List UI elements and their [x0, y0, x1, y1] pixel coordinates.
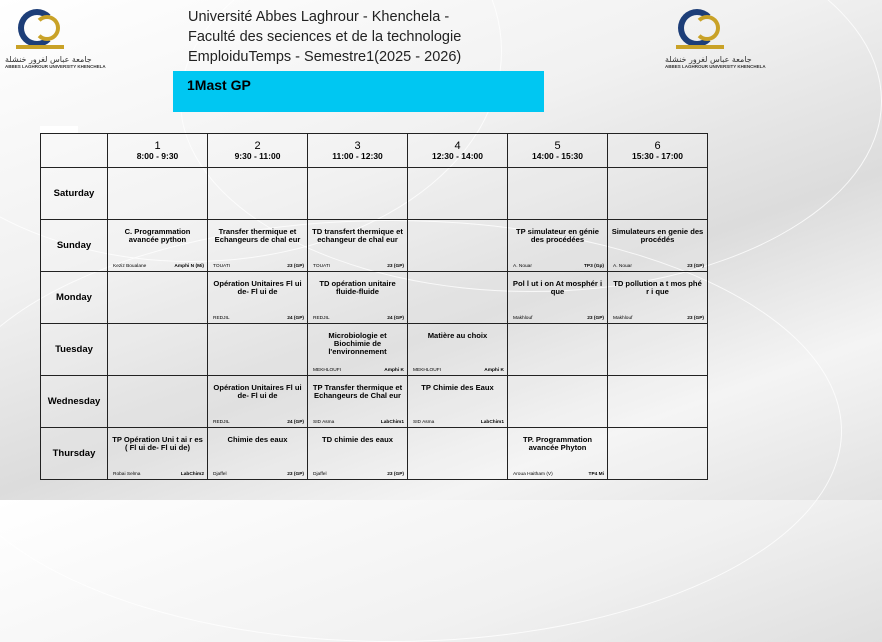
empty-slot-cell — [408, 220, 508, 272]
session-teacher: MEKHLOUFI — [313, 368, 341, 373]
period-header — [508, 134, 608, 168]
session-title: Matière au choix — [427, 331, 488, 340]
period-number: 2 — [254, 139, 261, 152]
session-cell — [508, 220, 608, 272]
logo-emblem — [672, 5, 728, 53]
session-teacher: A. Nouar — [613, 264, 632, 269]
session-teacher: Djaffel — [313, 472, 327, 477]
university-name: Université Abbes Laghrour - Khenchela - — [188, 9, 450, 25]
session-title: TP. Programmation avancée Phyton — [522, 435, 593, 452]
day-label: Sunday — [41, 220, 108, 272]
empty-slot-cell — [408, 428, 508, 480]
session-cell — [308, 428, 408, 480]
session-room: 24 (GP) — [287, 420, 304, 425]
logo-emblem — [12, 5, 68, 53]
session-cell — [308, 272, 408, 324]
period-time: 14:00 - 15:30 — [531, 150, 584, 161]
period-header — [108, 134, 208, 168]
session-title: TP simulateur en génie des procédées — [516, 227, 599, 244]
session-room: 24 (GP) — [287, 316, 304, 321]
session-cell — [208, 428, 308, 480]
timetable-header-row — [41, 134, 708, 168]
session-room: Amphi N (Mi) — [174, 264, 204, 269]
period-time: 12:30 - 14:00 — [431, 150, 484, 161]
session-teacher: TOUATI — [313, 264, 331, 269]
logo-arabic-text: جامعة عباس لغرور خنشلة — [665, 55, 752, 64]
session-cell — [308, 324, 408, 376]
empty-slot-cell — [608, 168, 708, 220]
faculty-name: Faculté des seciences et de la technologie — [188, 29, 462, 45]
session-title: TP Transfer thermique et Echangeurs de Chal eur — [312, 383, 403, 400]
logo-english-text: ABBES LAGHROUR UNIVERSITY KHENCHELA — [5, 64, 106, 69]
session-cell — [208, 376, 308, 428]
session-cell — [508, 272, 608, 324]
session-cell — [308, 376, 408, 428]
session-teacher: Makhlouf — [613, 316, 633, 321]
period-header — [608, 134, 708, 168]
session-title: Opération Unitaires Fl ui de- Fl ui de — [213, 383, 302, 400]
corner-cell — [41, 134, 108, 168]
session-room: 23 (GP) — [387, 472, 404, 477]
session-teacher: Keziz Boualane — [113, 264, 147, 269]
logo-arabic-text: جامعة عباس لغرور خنشلة — [5, 55, 92, 64]
session-teacher: MEKHLOUFI — [413, 368, 441, 373]
session-teacher: REDJIL — [313, 316, 330, 321]
period-number: 6 — [654, 139, 661, 152]
empty-slot-cell — [508, 376, 608, 428]
session-title: TD opération unitaire fluide-fluide — [319, 279, 396, 296]
session-room: TP3 (Gp) — [584, 264, 604, 269]
period-time: 15:30 - 17:00 — [631, 150, 684, 161]
period-time: 9:30 - 11:00 — [234, 150, 281, 161]
session-cell — [508, 428, 608, 480]
logo-english-text: ABBES LAGHROUR UNIVERSITY KHENCHELA — [665, 64, 766, 69]
empty-slot-cell — [608, 428, 708, 480]
session-cell — [608, 272, 708, 324]
timetable-row-monday — [41, 272, 708, 324]
session-teacher: Makhlouf — [513, 316, 533, 321]
university-logo-right — [665, 5, 766, 90]
session-room: LabChim1 — [480, 420, 504, 425]
session-teacher: Robai Selma — [113, 472, 141, 477]
day-label: Tuesday — [41, 324, 108, 376]
empty-slot-cell — [108, 272, 208, 324]
day-label: Wednesday — [41, 376, 108, 428]
session-cell — [108, 220, 208, 272]
session-teacher: REDJIL — [213, 316, 230, 321]
empty-slot-cell — [108, 324, 208, 376]
session-title: Chimie des eaux — [227, 435, 288, 444]
session-room: 23 (GP) — [287, 264, 304, 269]
session-cell — [108, 428, 208, 480]
session-room: 23 (GP) — [587, 316, 604, 321]
day-label: Monday — [41, 272, 108, 324]
day-label: Thursday — [41, 428, 108, 480]
session-title: Pol l ut i on At mosphér i que — [512, 279, 603, 296]
session-room: 24 (GP) — [387, 316, 404, 321]
session-room: 23 (GP) — [687, 264, 704, 269]
timetable-row-wednesday — [41, 376, 708, 428]
period-number: 4 — [454, 139, 461, 152]
session-title: Simulateurs en genie des procédés — [611, 227, 704, 244]
session-title: TD transfert thermique et echangeur de chal eur — [312, 227, 403, 244]
period-number: 1 — [154, 139, 161, 152]
timetable-row-saturday — [41, 168, 708, 220]
timetable-row-thursday — [41, 428, 708, 480]
session-title: TP Opération Uni t ai r es ( Fl ui de- Fl ui de) — [112, 435, 203, 452]
session-title: Microbiologie et Biochimie de l'environnement — [328, 331, 387, 356]
period-header — [208, 134, 308, 168]
empty-slot-cell — [608, 324, 708, 376]
session-room: LabChim1 — [380, 420, 404, 425]
session-teacher: Aroua Haitham (V) — [513, 472, 553, 477]
session-teacher: A. Nouar — [513, 264, 532, 269]
session-room: 23 (GP) — [287, 472, 304, 477]
session-room: LabChim2 — [180, 472, 204, 477]
session-room: Amphi K — [484, 368, 504, 373]
session-title: C. Programmation avancée python — [124, 227, 191, 244]
session-cell — [408, 376, 508, 428]
session-cell — [408, 324, 508, 376]
period-header — [308, 134, 408, 168]
session-teacher: SID Asma — [413, 420, 435, 425]
session-cell — [208, 220, 308, 272]
session-teacher: Djaffel — [213, 472, 227, 477]
schedule-title: EmploiduTemps - Semestre1(2025 - 2026) — [188, 49, 462, 65]
session-title: TD chimie des eaux — [322, 435, 393, 444]
session-room: TP4 Mi — [588, 472, 604, 477]
session-teacher: TOUATI — [213, 264, 231, 269]
period-header — [408, 134, 508, 168]
empty-slot-cell — [408, 168, 508, 220]
session-room: Amphi K — [384, 368, 404, 373]
period-number: 5 — [554, 139, 561, 152]
timetable — [40, 133, 708, 480]
empty-slot-cell — [608, 376, 708, 428]
period-time: 8:00 - 9:30 — [136, 150, 179, 161]
university-logo-left — [5, 5, 106, 90]
class-banner — [173, 71, 544, 112]
timetable-row-sunday — [41, 220, 708, 272]
empty-slot-cell — [108, 168, 208, 220]
empty-slot-cell — [208, 324, 308, 376]
timetable-row-tuesday — [41, 324, 708, 376]
period-number: 3 — [354, 139, 361, 152]
session-title: Transfer thermique et Echangeurs de chal eur — [214, 227, 301, 244]
session-room: 23 (GP) — [687, 316, 704, 321]
session-title: TD pollution a t mos phé r i que — [613, 279, 702, 296]
session-title: Opération Unitaires Fl ui de- Fl ui de — [213, 279, 302, 296]
session-cell — [608, 220, 708, 272]
empty-slot-cell — [408, 272, 508, 324]
document-header — [188, 7, 461, 67]
session-cell — [208, 272, 308, 324]
empty-slot-cell — [508, 324, 608, 376]
session-cell — [308, 220, 408, 272]
empty-slot-cell — [208, 168, 308, 220]
empty-slot-cell — [308, 168, 408, 220]
day-label: Saturday — [41, 168, 108, 220]
session-teacher: REDJIL — [213, 420, 230, 425]
session-title: TP Chimie des Eaux — [421, 383, 494, 392]
class-title: 1Mast GP — [187, 77, 251, 93]
empty-slot-cell — [108, 376, 208, 428]
period-time: 11:00 - 12:30 — [332, 150, 383, 161]
session-teacher: SID Asma — [313, 420, 335, 425]
session-room: 23 (GP) — [387, 264, 404, 269]
empty-slot-cell — [508, 168, 608, 220]
